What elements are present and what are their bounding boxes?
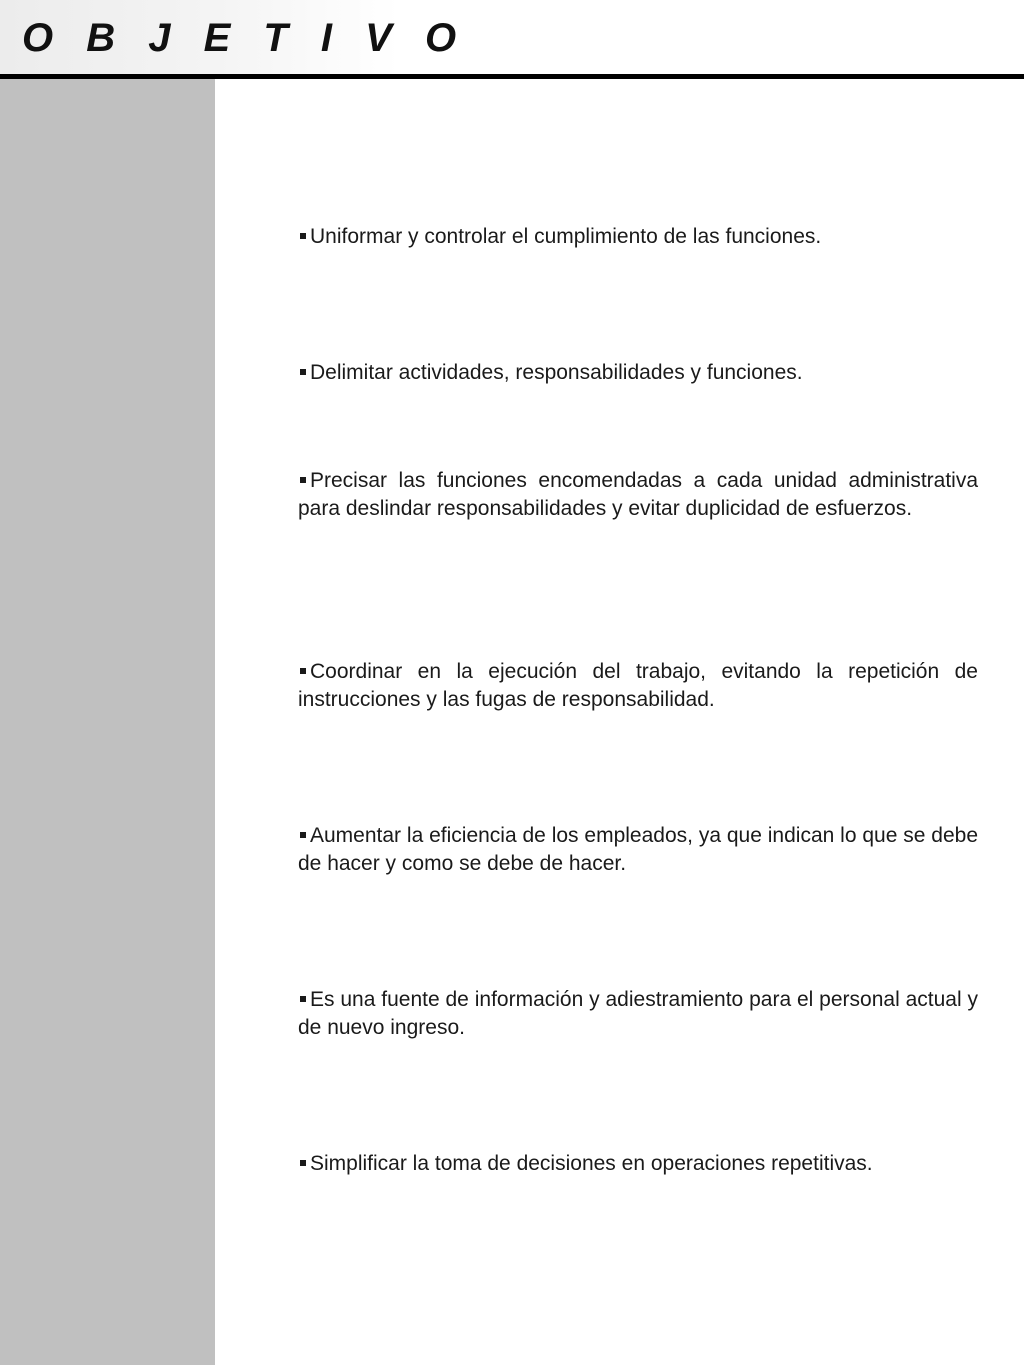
square-bullet-icon (300, 369, 306, 375)
objective-text: Delimitar actividades, responsabilidades y funciones. (310, 361, 803, 384)
list-item (298, 822, 978, 877)
list-item (298, 658, 978, 713)
objective-text: Simplificar la toma de decisiones en operaciones repetitivas. (310, 1152, 873, 1175)
square-bullet-icon (300, 832, 306, 838)
list-item (298, 467, 978, 522)
square-bullet-icon (300, 996, 306, 1002)
square-bullet-icon (300, 668, 306, 674)
list-item (298, 359, 978, 387)
title-divider (0, 74, 1024, 79)
objective-text: Coordinar en la ejecución del trabajo, evitando la repetición de instrucciones y las fugas de responsabilidad. (298, 660, 978, 711)
square-bullet-icon (300, 1160, 306, 1166)
list-item (298, 1150, 978, 1178)
list-item (298, 986, 978, 1041)
objective-text: Precisar las funciones encomendadas a cada unidad administrativa para deslindar responsabilidades y evitar duplicidad de esfuerzos. (298, 469, 978, 520)
square-bullet-icon (300, 477, 306, 483)
objective-text: Es una fuente de información y adiestramiento para el personal actual y de nuevo ingreso. (298, 988, 978, 1039)
sidebar-panel (0, 0, 215, 1365)
square-bullet-icon (300, 233, 306, 239)
list-item (298, 223, 978, 251)
objective-text: Uniformar y controlar el cumplimiento de las funciones. (310, 225, 822, 248)
page-title: O B J E T I V O (22, 16, 468, 60)
objective-text: Aumentar la eficiencia de los empleados, ya que indican lo que se debe de hacer y como se debe de hacer. (298, 824, 978, 875)
